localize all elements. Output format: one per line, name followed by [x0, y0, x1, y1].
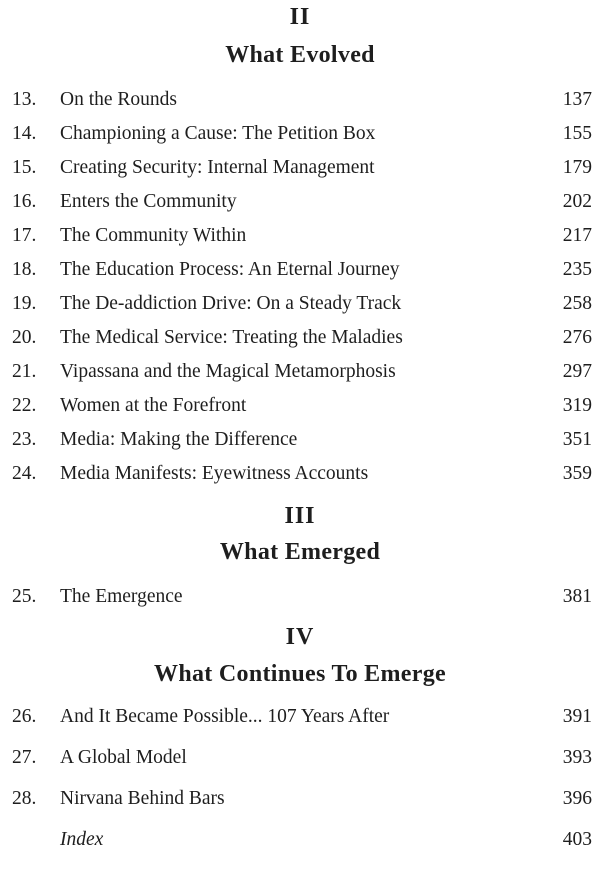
chapter-number: 19.	[12, 293, 37, 314]
chapter-number: 23.	[12, 429, 37, 450]
page-number: 155	[562, 123, 592, 144]
part-numeral: II	[289, 4, 311, 30]
page-number: 276	[562, 327, 592, 348]
page-number: 403	[562, 829, 592, 850]
part-title: What Emerged	[219, 539, 381, 565]
chapter-title: The Education Process: An Eternal Journey	[60, 259, 400, 280]
chapter-number: 25.	[12, 586, 37, 607]
chapter-number: 27.	[12, 747, 37, 768]
chapter-number: 17.	[12, 225, 37, 246]
chapter-title: Media Manifests: Eyewitness Accounts	[60, 463, 369, 484]
toc-entry[interactable]	[0, 293, 600, 323]
toc-entry[interactable]	[0, 191, 600, 221]
chapter-title: Women at the Forefront	[60, 395, 247, 416]
part-title: What Continues To Emerge	[154, 661, 446, 687]
toc-entry[interactable]	[0, 259, 600, 289]
page-number: 179	[562, 157, 592, 178]
toc-entry[interactable]	[0, 225, 600, 255]
page-number: 393	[562, 747, 592, 768]
chapter-title: Vipassana and the Magical Metamorphosis	[60, 361, 396, 382]
chapter-title: The Medical Service: Treating the Maladies	[60, 327, 403, 348]
chapter-title: The Emergence	[60, 586, 183, 607]
chapter-title: A Global Model	[60, 747, 187, 768]
chapter-number: 13.	[12, 89, 37, 110]
chapter-number: 28.	[12, 788, 37, 809]
chapter-title: Enters the Community	[60, 191, 237, 212]
page-number: 396	[562, 788, 592, 809]
page-number: 391	[562, 706, 592, 727]
chapter-number: 22.	[12, 395, 37, 416]
toc-entry[interactable]	[0, 123, 600, 153]
chapter-title: The De-addiction Drive: On a Steady Track	[60, 293, 402, 314]
chapter-title: On the Rounds	[60, 89, 177, 110]
part-title: What Evolved	[225, 42, 375, 68]
chapter-number: 26.	[12, 706, 37, 727]
part-numeral: IV	[285, 624, 315, 650]
chapter-number: 21.	[12, 361, 37, 382]
toc-entry[interactable]	[0, 747, 600, 777]
toc-entry[interactable]	[0, 157, 600, 187]
page-number: 137	[562, 89, 592, 110]
chapter-title: And It Became Possible... 107 Years After	[60, 706, 390, 727]
chapter-number: 18.	[12, 259, 37, 280]
page-number: 202	[562, 191, 592, 212]
page-number: 297	[562, 361, 592, 382]
page-number: 319	[562, 395, 592, 416]
toc-entry-index[interactable]	[0, 829, 600, 859]
chapter-title: Championing a Cause: The Petition Box	[60, 123, 376, 144]
toc-entry[interactable]	[0, 706, 600, 736]
page-number: 235	[562, 259, 592, 280]
chapter-number: 24.	[12, 463, 37, 484]
toc-entry[interactable]	[0, 327, 600, 357]
page-number: 217	[562, 225, 592, 246]
toc-entry[interactable]	[0, 361, 600, 391]
chapter-number: 15.	[12, 157, 37, 178]
toc-entry[interactable]	[0, 395, 600, 425]
chapter-title: Nirvana Behind Bars	[60, 788, 225, 809]
toc-entry[interactable]	[0, 429, 600, 459]
toc-entry[interactable]	[0, 89, 600, 119]
page-number: 381	[562, 586, 592, 607]
toc-entry[interactable]	[0, 463, 600, 493]
chapter-number: 16.	[12, 191, 37, 212]
chapter-number: 14.	[12, 123, 37, 144]
toc-entry[interactable]	[0, 788, 600, 818]
page-number: 359	[562, 463, 592, 484]
chapter-number: 20.	[12, 327, 37, 348]
toc-entry[interactable]	[0, 586, 600, 616]
index-title: Index	[60, 829, 104, 850]
chapter-title: The Community Within	[60, 225, 247, 246]
chapter-title: Creating Security: Internal Management	[60, 157, 375, 178]
page-number: 351	[562, 429, 592, 450]
chapter-title: Media: Making the Difference	[60, 429, 298, 450]
part-numeral: III	[284, 503, 316, 529]
page-number: 258	[562, 293, 592, 314]
